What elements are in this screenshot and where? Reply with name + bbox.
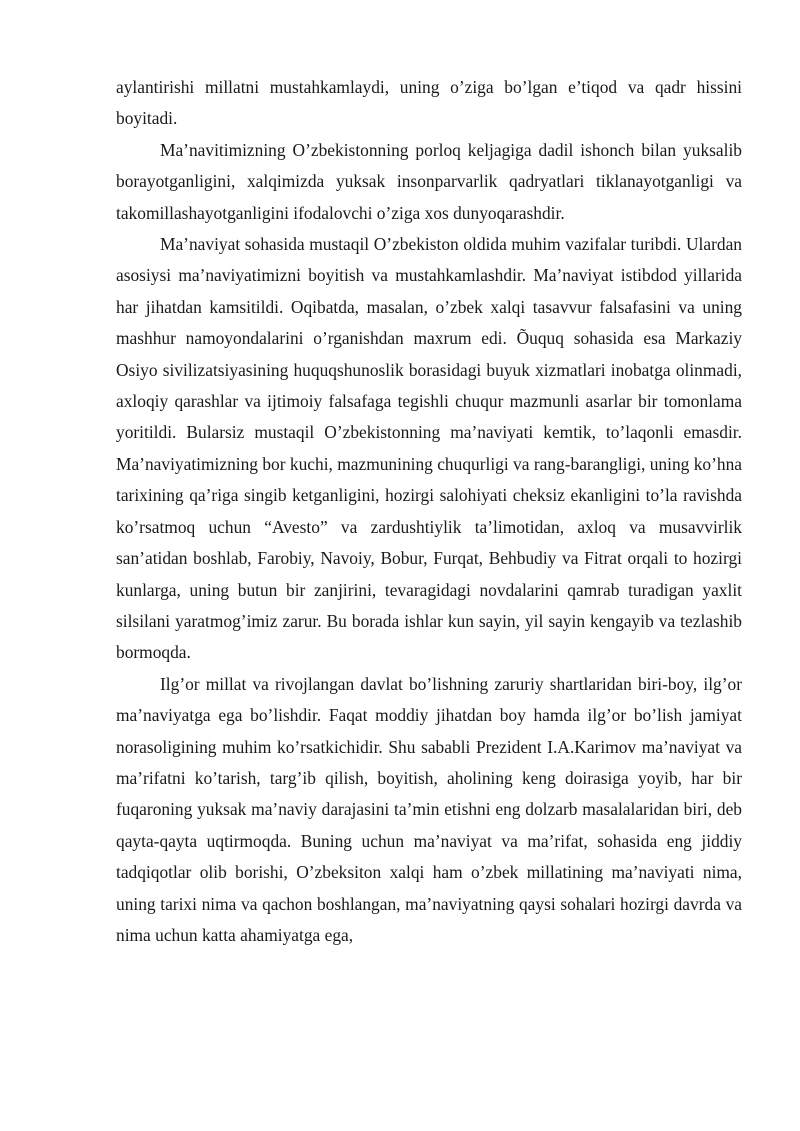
paragraph-3: Ma’naviyat sohasida mustaqil O’zbekiston oldida muhim vazifalar turibdi. Ulardan asosiysi ma’naviyatimizni boyitish va mustahkamlashdir. Ma’naviyat istibdod yillarida har jihatdan kamsitildi. Oqibatda, masalan, o’zbek xalqi tasavvur falsafasini va uning mashhur namoyondalarini o’rganishdan maxrum edi. Õuquq sohasida esa Markaziy Osiyo sivilizatsiyasining huquqshunoslik borasidagi buyuk xizmatlari inobatga olinmadi, axloqiy qarashlar va ijtimoiy falsafaga tegishli chuqur mazmunli asarlar bir tomonlama yoritildi. Bularsiz mustaqil O’zbekistonning ma’naviyati kemtik, to’laqonli emasdir. Ma’naviyatimizning bor kuchi, mazmunining chuqurligi va rang-barangligi, uning ko’hna tarixining qa’riga singib ketganligini, hozirgi salohiyati cheksiz ekanligini to’la ravishda ko’rsatmoq uchun “Avesto” va zardushtiylik ta’limotidan, axloq va musavvirlik san’atidan boshlab, Farobiy, Navoiy, Bobur, Furqat, Behbudiy va Fitrat orqali to hozirgi kunlarga, uning butun bir zanjirini, tevaragidagi novdalarini qamrab turadigan yaxlit silsilani yaratmog’imiz zarur. Bu borada ishlar kun sayin, yil sayin kengayib va tezlashib bormoqda.: [116, 234, 742, 663]
document-page: [116, 72, 742, 951]
paragraph-1: aylantirishi millatni mustahkamlaydi, uning o’ziga bo’lgan e’tiqod va qadr hissini boyitadi.: [116, 77, 742, 129]
paragraph-2: Ma’navitimizning O’zbekistonning porloq keljagiga dadil ishonch bilan yuksalib borayotganligini, xalqimizda yuksak insonparvarlik qadryatlari tiklanayotganligi va takomillashayotganligini ifodalovchi o’ziga xos dunyoqarashdir.: [116, 139, 742, 223]
paragraph-4: Ilg’or millat va rivojlangan davlat bo’lishning zaruriy shartlaridan biri-boy, ilg’or ma’naviyatga ega bo’lishdir. Faqat moddiy jihatdan boy hamda ilg’or bo’lish jamiyat norasoligining muhim ko’rsatkichidir. Shu sababli Prezident I.A.Karimov ma’naviyat va ma’rifatni ko’tarish, targ’ib qilish, boyitish, aholining keng doirasiga yoyib, har bir fuqaroning yuksak ma’naviy darajasini ta’min etishni eng dolzarb masalalaridan biri, deb qayta-qayta uqtirmoqda. Buning uchun ma’naviyat va ma’rifat, sohasida eng jiddiy tadqiqotlar olib borishi, O’zbeksiton xalqi ham o’zbek millatining ma’naviyati nima, uning tarixi nima va qachon boshlangan, ma’naviyatning qaysi sohalari hozirgi davrda va nima uchun katta ahamiyatga ega,: [116, 673, 742, 945]
